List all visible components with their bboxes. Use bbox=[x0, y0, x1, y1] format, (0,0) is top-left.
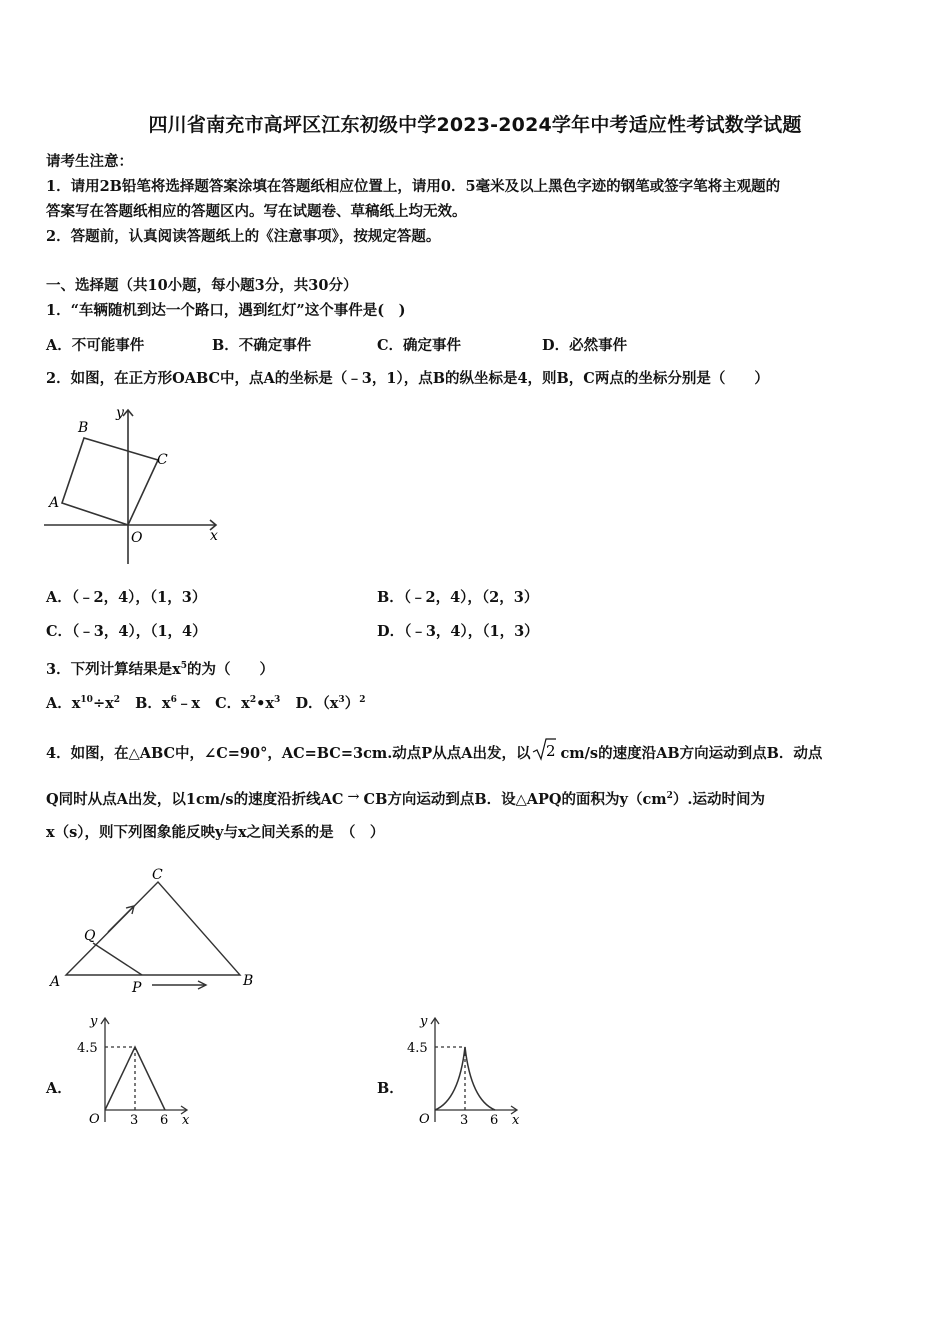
q4-segment-pq bbox=[93, 943, 142, 975]
q1-option-d: D．必然事件 bbox=[542, 337, 628, 354]
notice-item-1-line-1: 1．请用2B铅笔将选择题答案涂填在答题纸相应位置上，请用0．5毫米及以上黑色字迹的钢笔或签字笔将主观题的 bbox=[46, 178, 781, 195]
q2-square-figure bbox=[40, 400, 230, 570]
q1-option-b: B．不确定事件 bbox=[212, 337, 312, 354]
q4-triangle-figure bbox=[44, 860, 264, 998]
svg-text:x: x bbox=[512, 1113, 520, 1128]
q4-stem-line-1: 4．如图，在△ABC中，∠C=90°，AC=BC=3cm.动点P从点A出发，以 2 cm/s的速度沿AB方向运动到点B．动点 bbox=[46, 736, 822, 764]
q2-label-x: x bbox=[210, 528, 218, 544]
q2-label-a: A bbox=[49, 495, 60, 511]
q2-option-a: A．（﹣2，4），（1，3） bbox=[46, 589, 207, 606]
q2-label-y: y bbox=[116, 405, 124, 421]
q3-option-d: D．$(x^3)^2$ bbox=[295, 695, 366, 712]
q3-option-c: C．$x^2•x^3$ bbox=[215, 695, 281, 712]
q2-label-o: O bbox=[131, 530, 143, 546]
q4-label-p: P bbox=[132, 980, 142, 996]
notice-header: 请考生注意： bbox=[46, 153, 133, 170]
q2-option-c: C．（﹣3，4），（1，4） bbox=[46, 623, 207, 640]
q2-label-c: C bbox=[157, 452, 168, 468]
notice-item-2: 2．答题前，认真阅读答题纸上的《注意事项》，按规定答题。 bbox=[46, 228, 441, 245]
q1-option-c: C．确定事件 bbox=[377, 337, 462, 354]
q4-graph-a bbox=[75, 1010, 205, 1132]
svg-text:2: 2 bbox=[546, 742, 556, 760]
q4-label-a: A bbox=[50, 974, 61, 990]
svg-text:3: 3 bbox=[130, 1113, 139, 1128]
q4-stem-line-3: x（s），则下列图象能反映y与x之间关系的是 （ ） bbox=[46, 824, 385, 841]
q4-label-q: Q bbox=[84, 928, 96, 944]
section-1-header: 一、选择题（共10小题，每小题3分，共30分） bbox=[46, 277, 358, 294]
svg-text:y: y bbox=[90, 1014, 98, 1029]
q4-label-b: B bbox=[243, 973, 254, 989]
q2-label-b: B bbox=[78, 420, 89, 436]
q4-option-a-label: A． bbox=[46, 1080, 72, 1097]
q4-label-c: C bbox=[152, 867, 163, 883]
q2-option-d: D．（﹣3，4），（1，3） bbox=[377, 623, 539, 640]
q3-option-a: A．$x^{10}\div x^2$ bbox=[46, 695, 120, 712]
svg-text:4.5: 4.5 bbox=[407, 1041, 428, 1056]
q1-stem: 1．“车辆随机到达一个路口，遇到红灯”这个事件是( ) bbox=[46, 302, 406, 319]
page-title: 四川省南充市高坪区江东初级中学2023-2024学年中考适应性考试数学试题 bbox=[148, 114, 802, 136]
sqrt-symbol bbox=[532, 736, 556, 763]
svg-text:4.5: 4.5 bbox=[77, 1041, 98, 1056]
svg-text:3: 3 bbox=[460, 1113, 469, 1128]
q3-option-b: B．$x^6﹣x$ bbox=[135, 695, 200, 712]
q3-stem: 3．下列计算结果是$x^5$的为（ ） bbox=[46, 661, 274, 678]
q2-square-oabc bbox=[62, 438, 158, 525]
q2-stem: 2．如图，在正方形OABC中，点A的坐标是（﹣3，1），点B的纵坐标是4，则B，C两点的坐标分别是（ ） bbox=[46, 370, 769, 387]
arrow-symbol: → bbox=[347, 789, 360, 805]
q4-graph-b bbox=[405, 1010, 535, 1132]
q1-option-a: A．不可能事件 bbox=[46, 337, 145, 354]
q3-options bbox=[46, 690, 365, 714]
q4-arrow-q-shaft bbox=[108, 906, 134, 932]
svg-text:O: O bbox=[89, 1112, 100, 1127]
notice-item-1-line-2: 答案写在答题纸相应的答题区内。写在试题卷、草稿纸上均无效。 bbox=[46, 203, 467, 220]
svg-text:x: x bbox=[182, 1113, 190, 1128]
q4-stem-line-2: Q同时从点A出发，以1cm/s的速度沿折线AC → CB方向运动到点B．设△APQ的面积为$y(cm^2)$.运动时间为 bbox=[46, 789, 765, 808]
svg-text:O: O bbox=[419, 1112, 430, 1127]
svg-text:y: y bbox=[420, 1014, 428, 1029]
q2-option-b: B．（﹣2，4），（2，3） bbox=[377, 589, 539, 606]
q4-option-b-label: B． bbox=[377, 1080, 404, 1097]
svg-text:6: 6 bbox=[160, 1113, 169, 1128]
svg-text:6: 6 bbox=[490, 1113, 499, 1128]
